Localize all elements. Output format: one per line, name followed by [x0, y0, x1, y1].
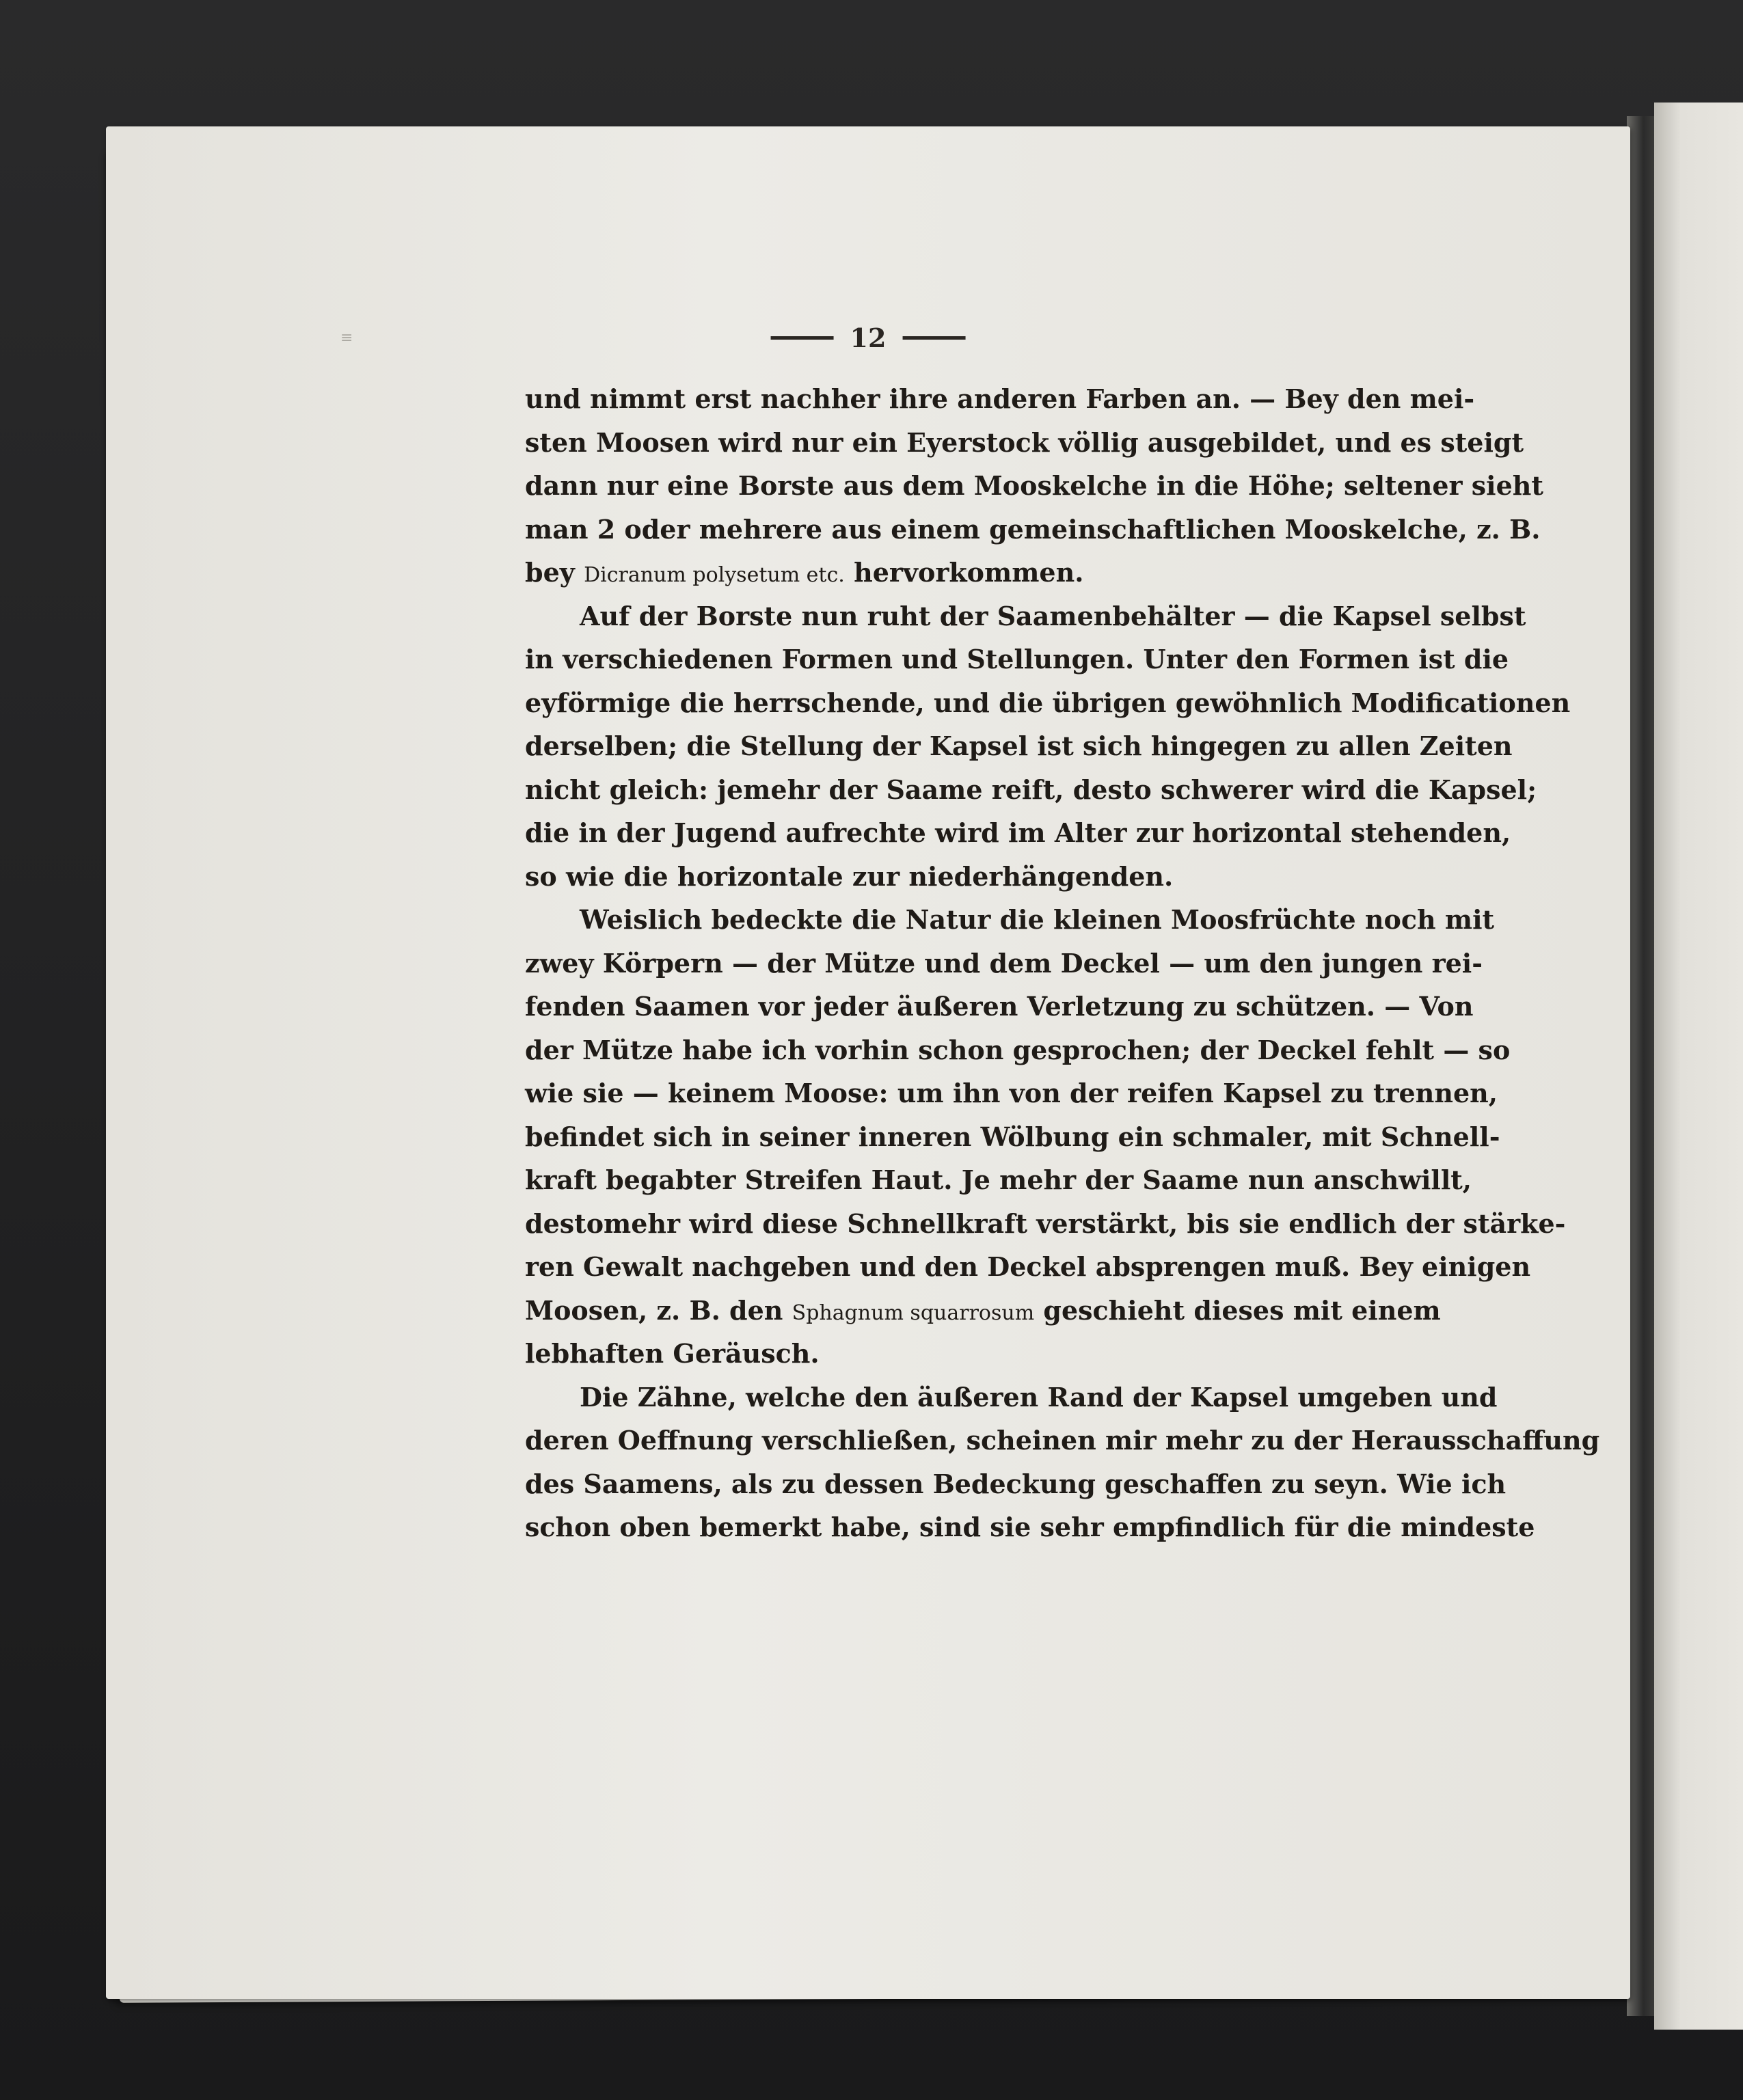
text-line — [525, 551, 1393, 595]
text-line: eyförmige die herrschende, und die übrigen gewöhnlich Modificationen — [525, 687, 1571, 718]
text-line — [525, 1289, 1441, 1333]
margin-mark: ≡ — [340, 329, 353, 346]
text-line: nicht gleich: jemehr der Saame reift, desto schwerer wird die Kapsel; — [525, 774, 1537, 805]
text-line: und nimmt erst nachher ihre anderen Farben an. — Bey den mei- — [525, 383, 1475, 414]
text-segment: Moosen, z. B. den — [525, 1294, 792, 1326]
text-line: dann nur eine Borste aus dem Mooskelche in die Höhe; seltener sieht — [525, 470, 1543, 501]
page-header — [771, 323, 966, 353]
header-rule-right — [902, 336, 965, 340]
text-line: befindet sich in seiner inneren Wölbung ein schmaler, mit Schnell- — [525, 1121, 1500, 1152]
text-line: lebhaften Geräusch. — [525, 1338, 820, 1369]
text-line: der Mütze habe ich vorhin schon gesprochen; der Deckel fehlt — so — [525, 1034, 1511, 1065]
text-line: so wie die horizontale zur niederhängenden. — [525, 860, 1174, 892]
text-line: derselben; die Stellung der Kapsel ist sich hingegen zu allen Zeiten — [525, 731, 1513, 761]
text-line: destomehr wird diese Schnellkraft verstärkt, bis sie endlich der stärke- — [525, 1208, 1566, 1239]
text-segment: geschieht dieses mit einem — [1034, 1294, 1441, 1326]
header-rule-left — [771, 336, 834, 340]
latin-term: Dicranum polysetum etc. — [584, 563, 845, 587]
text-line: deren Oeffnung verschließen, scheinen mir mehr zu der Herausschaffung — [525, 1425, 1600, 1456]
facing-page-edge — [1654, 103, 1743, 2030]
text-segment: hervorkommen. — [844, 557, 1084, 588]
text-line: sten Moosen wird nur ein Eyerstock völlig ausgebildet, und es steigt — [525, 426, 1524, 458]
text-line: fenden Saamen vor jeder äußeren Verletzung zu schützen. — Von — [525, 991, 1474, 1022]
body-text — [525, 377, 1600, 1549]
text-line: zwey Körpern — der Mütze und dem Deckel — um den jungen rei- — [525, 947, 1483, 979]
text-line: ren Gewalt nachgeben und den Deckel absprengen muß. Bey einigen — [525, 1251, 1531, 1282]
text-line: man 2 oder mehrere aus einem gemeinschaftlichen Mooskelche, z. B. — [525, 513, 1541, 545]
book-gutter — [1627, 116, 1654, 2016]
paragraph-start-line: Die Zähne, welche den äußeren Rand der Kapsel umgeben und — [580, 1381, 1498, 1413]
text-line: des Saamens, als zu dessen Bedeckung geschaffen zu seyn. Wie ich — [525, 1468, 1506, 1499]
paragraph-start-line: Auf der Borste nun ruht der Saamenbehälter — die Kapsel selbst — [580, 600, 1526, 631]
text-line: kraft begabter Streifen Haut. Je mehr der Saame nun anschwillt, — [525, 1164, 1472, 1195]
text-line: die in der Jugend aufrechte wird im Alter zur horizontal stehenden, — [525, 817, 1511, 848]
text-line: wie sie — keinem Moose: um ihn von der reifen Kapsel zu trennen, — [525, 1078, 1498, 1108]
text-line: in verschiedenen Formen und Stellungen. Unter den Formen ist die — [525, 644, 1509, 674]
paragraph-start-line: Weislich bedeckte die Natur die kleinen Moosfrüchte noch mit — [580, 904, 1495, 935]
latin-term: Sphagnum squarrosum — [792, 1300, 1035, 1325]
text-line: schon oben bemerkt habe, sind sie sehr empfindlich für die mindeste — [525, 1512, 1535, 1542]
text-segment: bey — [525, 557, 584, 588]
page-number: 12 — [850, 323, 887, 353]
